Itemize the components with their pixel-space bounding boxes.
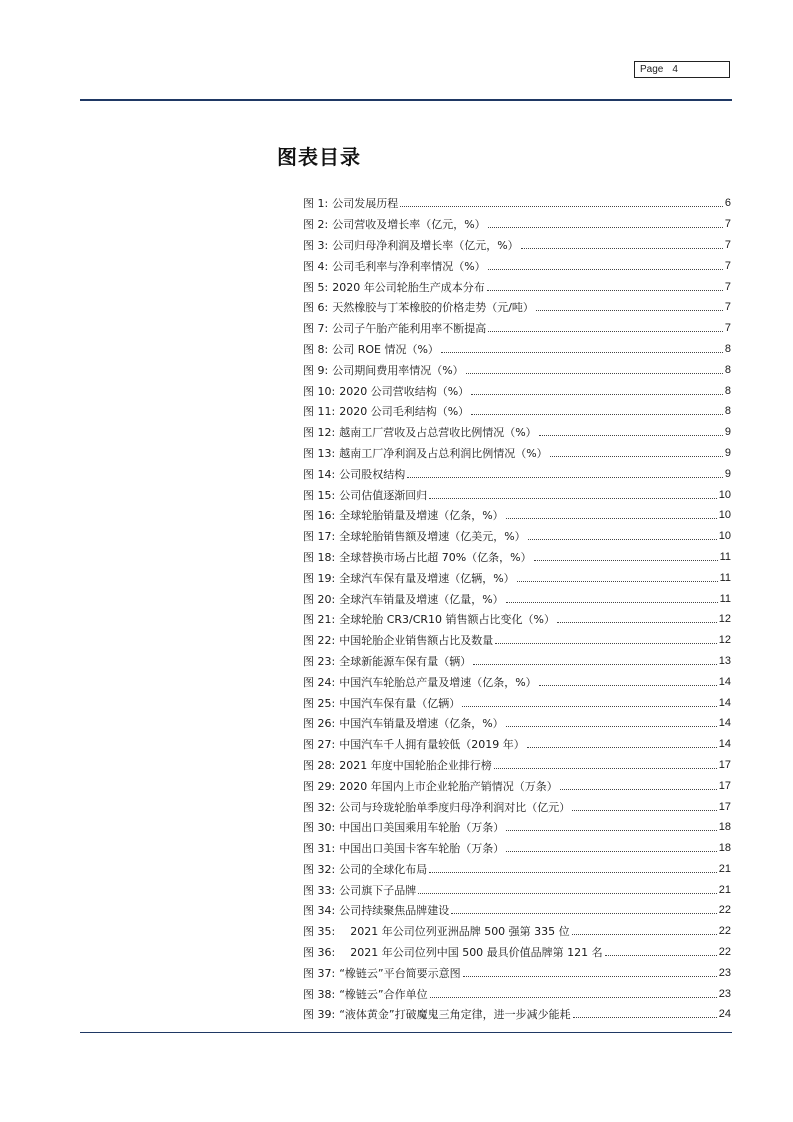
- toc-entry-label: 图 8:: [303, 342, 329, 356]
- toc-entry-page: 22: [718, 904, 731, 917]
- toc-entry[interactable]: [303, 235, 731, 256]
- toc-entry[interactable]: [303, 713, 731, 734]
- toc-leader-dots: [451, 912, 717, 914]
- toc-entry[interactable]: [303, 796, 731, 817]
- toc-entry-page: 12: [718, 634, 731, 647]
- toc-leader-dots: [573, 1016, 717, 1018]
- toc-entry[interactable]: [303, 588, 731, 609]
- toc-entry-page: 9: [724, 426, 731, 439]
- toc-entry-label: 图 19:: [303, 571, 336, 585]
- toc-entry[interactable]: [303, 651, 731, 672]
- toc-leader-dots: [487, 289, 723, 291]
- toc-entry-title: 中国出口美国乘用车轮胎（万条）: [339, 821, 505, 835]
- toc-entry-title: 2020 年国内上市企业轮胎产销情况（万条）: [339, 779, 558, 793]
- toc-leader-dots: [534, 559, 718, 561]
- toc-leader-dots: [572, 933, 717, 935]
- toc-entry[interactable]: [303, 255, 731, 276]
- toc-entry-title: 越南工厂净利润及占总利润比例情况（%）: [339, 446, 548, 460]
- toc-entry-title: 公司发展历程: [332, 197, 399, 211]
- toc-entry-title: “橡链云”合作单位: [339, 987, 428, 1001]
- toc-entry-page: 11: [719, 550, 731, 563]
- toc-entry-page: 17: [718, 800, 731, 813]
- toc-leader-dots: [506, 850, 717, 852]
- toc-entry-label: 图 30:: [303, 821, 336, 835]
- toc-entry-label: 图 3:: [303, 238, 329, 252]
- toc-entry-label: 图 35:: [303, 925, 336, 939]
- toc-entry-title: “液体黄金”打破魔鬼三角定律，进一步减少能耗: [339, 1008, 571, 1022]
- toc-leader-dots: [557, 621, 717, 623]
- toc-entry[interactable]: [303, 359, 731, 380]
- toc-entry-page: 17: [718, 758, 731, 771]
- toc-entry-label: 图 12:: [303, 426, 336, 440]
- toc-entry-page: 10: [718, 530, 731, 543]
- toc-entry-title: 公司期间费用率情况（%）: [332, 363, 464, 377]
- toc-leader-dots: [463, 975, 717, 977]
- toc-leader-dots: [550, 455, 723, 457]
- toc-entry[interactable]: [303, 942, 731, 963]
- toc-entry-title: 中国汽车销量及增速（亿条，%）: [339, 717, 504, 731]
- toc-heading: 图表目录: [277, 145, 361, 169]
- toc-entry-label: 图 18:: [303, 550, 336, 564]
- toc-leader-dots: [471, 393, 723, 395]
- toc-leader-dots: [441, 351, 723, 353]
- toc-entry-label: 图 10:: [303, 384, 336, 398]
- toc-leader-dots: [466, 372, 723, 374]
- toc-entry-label: 图 23:: [303, 654, 336, 668]
- toc-entry-page: 14: [718, 738, 731, 751]
- toc-entry[interactable]: [303, 339, 731, 360]
- toc-entry-title: 公司旗下子品牌: [339, 883, 417, 897]
- toc-leader-dots: [528, 538, 717, 540]
- toc-entry-title: 全球轮胎销量及增速（亿条，%）: [339, 509, 504, 523]
- toc-entry-page: 7: [724, 280, 731, 293]
- toc-entry-label: 图 13:: [303, 446, 336, 460]
- toc-leader-dots: [418, 892, 717, 894]
- toc-entry[interactable]: [303, 193, 731, 214]
- toc-entry-label: 图 27:: [303, 738, 336, 752]
- toc-entry-label: 图 4:: [303, 259, 329, 273]
- toc-entry-title: 2020 公司营收结构（%）: [339, 384, 470, 398]
- toc-entry-page: 6: [724, 197, 731, 210]
- toc-entry-page: 14: [718, 675, 731, 688]
- toc-entry-label: 图 32:: [303, 800, 336, 814]
- toc-entry-page: 22: [718, 946, 731, 959]
- toc-entry[interactable]: [303, 962, 731, 983]
- toc-entry-label: 图 9:: [303, 363, 329, 377]
- toc-leader-dots: [605, 954, 717, 956]
- toc-entry-title: 2020 年公司轮胎生产成本分布: [332, 280, 485, 294]
- toc-leader-dots: [473, 663, 717, 665]
- toc-entry-page: 7: [724, 238, 731, 251]
- toc-entry[interactable]: [303, 630, 731, 651]
- toc-entry[interactable]: [303, 921, 731, 942]
- toc-leader-dots: [400, 205, 723, 207]
- toc-entry-page: 11: [719, 571, 731, 584]
- toc-entry-title: 全球汽车销量及增速（亿量，%）: [339, 592, 504, 606]
- toc-entry[interactable]: [303, 817, 731, 838]
- toc-leader-dots: [494, 767, 717, 769]
- toc-leader-dots: [539, 684, 717, 686]
- toc-entry-label: 图 11:: [303, 405, 336, 419]
- toc-entry[interactable]: [303, 859, 731, 880]
- toc-entry-label: 图 31:: [303, 842, 336, 856]
- toc-entry[interactable]: [303, 463, 731, 484]
- toc-entry[interactable]: [303, 505, 731, 526]
- toc-entry-title: 全球替换市场占比超 70%（亿条，%）: [339, 550, 532, 564]
- toc-leader-dots: [407, 476, 723, 478]
- toc-leader-dots: [488, 330, 723, 332]
- toc-leader-dots: [572, 809, 717, 811]
- toc-entry-title: 2020 公司毛利结构（%）: [339, 405, 470, 419]
- toc-entry-title: 公司的全球化布局: [339, 862, 428, 876]
- toc-entry[interactable]: [303, 775, 731, 796]
- toc-entry-page: 14: [718, 717, 731, 730]
- toc-entry-title: 公司持续聚焦品牌建设: [339, 904, 450, 918]
- toc-entry-page: 17: [718, 779, 731, 792]
- toc-entry-page: 13: [718, 654, 731, 667]
- toc-entry-page: 21: [718, 862, 731, 875]
- toc-entry-title: 中国汽车保有量（亿辆）: [339, 696, 461, 710]
- toc-entry[interactable]: [303, 879, 731, 900]
- toc-entry[interactable]: [303, 671, 731, 692]
- toc-entry-title: 2021 年公司位列中国 500 最具价值品牌第 121 名: [339, 946, 603, 960]
- toc-entry[interactable]: [303, 214, 731, 235]
- toc-entry-page: 22: [718, 925, 731, 938]
- toc-leader-dots: [527, 746, 717, 748]
- toc-entry-label: 图 26:: [303, 717, 336, 731]
- toc-leader-dots: [506, 725, 717, 727]
- toc-entry-page: 7: [724, 301, 731, 314]
- toc-entry-page: 23: [718, 966, 731, 979]
- toc-entry[interactable]: [303, 443, 731, 464]
- toc-entry-page: 8: [724, 405, 731, 418]
- toc-entry-title: 中国汽车轮胎总产量及增速（亿条，%）: [339, 675, 537, 689]
- toc-entry[interactable]: [303, 297, 731, 318]
- toc-entry-label: 图 37:: [303, 966, 336, 980]
- toc-entry-title: 全球汽车保有量及增速（亿辆，%）: [339, 571, 515, 585]
- toc-entry-title: “橡链云”平台简要示意图: [339, 966, 461, 980]
- toc-leader-dots: [488, 268, 723, 270]
- toc-entry-page: 8: [724, 363, 731, 376]
- toc-entry-title: 中国汽车千人拥有量较低（2019 年）: [339, 738, 525, 752]
- footer-rule: [80, 1032, 732, 1033]
- toc-entry-page: 18: [718, 821, 731, 834]
- toc-entry-title: 越南工厂营收及占总营收比例情况（%）: [339, 426, 537, 440]
- toc-entry-title: 公司归母净利润及增长率（亿元，%）: [332, 238, 519, 252]
- toc-entry-label: 图 20:: [303, 592, 336, 606]
- toc-entry[interactable]: [303, 318, 731, 339]
- toc-leader-dots: [521, 247, 723, 249]
- toc-entry-label: 图 2:: [303, 218, 329, 232]
- toc-entry-label: 图 6:: [303, 301, 329, 315]
- toc-entry-page: 9: [724, 446, 731, 459]
- toc-entry[interactable]: [303, 609, 731, 630]
- toc-entry-label: 图 39:: [303, 1008, 336, 1022]
- toc-entry-label: 图 7:: [303, 322, 329, 336]
- toc-entry-label: 图 28:: [303, 758, 336, 772]
- page-number-box: [634, 61, 730, 78]
- toc-leader-dots: [506, 517, 717, 519]
- page-number: 4: [672, 64, 678, 75]
- toc-entry-label: 图 36:: [303, 946, 336, 960]
- toc-entry-title: 中国出口美国卡客车轮胎（万条）: [339, 842, 505, 856]
- toc-entry-page: 7: [724, 322, 731, 335]
- toc-entry[interactable]: [303, 900, 731, 921]
- toc-leader-dots: [429, 497, 717, 499]
- toc-entry-title: 公司 ROE 情况（%）: [332, 342, 439, 356]
- toc-leader-dots: [506, 829, 717, 831]
- toc-entry-label: 图 1:: [303, 197, 329, 211]
- page-label: Page: [640, 64, 664, 75]
- toc-entry[interactable]: [303, 547, 731, 568]
- toc-entry-label: 图 32:: [303, 862, 336, 876]
- toc-entry-label: 图 21:: [303, 613, 336, 627]
- figure-toc-list: [303, 193, 731, 1025]
- toc-entry-title: 2021 年公司位列亚洲品牌 500 强第 335 位: [339, 925, 570, 939]
- toc-entry-label: 图 15:: [303, 488, 336, 502]
- toc-entry-title: 全球轮胎 CR3/CR10 销售额占比变化（%）: [339, 613, 555, 627]
- toc-entry-page: 10: [718, 488, 731, 501]
- toc-entry-title: 中国轮胎企业销售额占比及数量: [339, 634, 494, 648]
- header-rule: [80, 99, 732, 101]
- toc-entry-label: 图 24:: [303, 675, 336, 689]
- toc-entry-label: 图 17:: [303, 530, 336, 544]
- toc-entry-label: 图 33:: [303, 883, 336, 897]
- toc-entry[interactable]: [303, 526, 731, 547]
- toc-entry-page: 7: [724, 259, 731, 272]
- toc-leader-dots: [462, 705, 717, 707]
- toc-entry-page: 21: [718, 883, 731, 896]
- toc-entry[interactable]: [303, 422, 731, 443]
- toc-entry[interactable]: [303, 692, 731, 713]
- toc-entry[interactable]: [303, 484, 731, 505]
- toc-entry-page: 14: [718, 696, 731, 709]
- toc-entry-title: 公司估值逐渐回归: [339, 488, 428, 502]
- toc-entry-page: 10: [718, 509, 731, 522]
- toc-entry-page: 12: [718, 613, 731, 626]
- toc-leader-dots: [536, 309, 723, 311]
- toc-entry-title: 公司营收及增长率（亿元，%）: [332, 218, 486, 232]
- toc-entry-title: 全球轮胎销售额及增速（亿美元，%）: [339, 530, 526, 544]
- toc-entry-page: 8: [724, 384, 731, 397]
- toc-entry-label: 图 38:: [303, 987, 336, 1001]
- toc-entry-title: 公司子午胎产能利用率不断提高: [332, 322, 487, 336]
- toc-leader-dots: [506, 601, 718, 603]
- toc-leader-dots: [539, 434, 723, 436]
- toc-entry-label: 图 5:: [303, 280, 329, 294]
- toc-leader-dots: [488, 226, 723, 228]
- toc-entry-label: 图 34:: [303, 904, 336, 918]
- toc-entry[interactable]: [303, 983, 731, 1004]
- toc-entry-page: 9: [724, 467, 731, 480]
- toc-entry-page: 24: [718, 1008, 731, 1021]
- toc-leader-dots: [471, 413, 723, 415]
- toc-entry-label: 图 14:: [303, 467, 336, 481]
- toc-entry-page: 23: [718, 987, 731, 1000]
- toc-entry-page: 18: [718, 842, 731, 855]
- toc-entry-title: 公司与玲珑轮胎单季度归母净利润对比（亿元）: [339, 800, 571, 814]
- toc-leader-dots: [560, 788, 717, 790]
- toc-entry-page: 8: [724, 342, 731, 355]
- toc-entry-page: 11: [719, 592, 731, 605]
- toc-entry[interactable]: [303, 401, 731, 422]
- toc-entry-title: 公司股权结构: [339, 467, 406, 481]
- toc-entry[interactable]: [303, 1004, 731, 1025]
- toc-entry-label: 图 16:: [303, 509, 336, 523]
- toc-leader-dots: [429, 871, 717, 873]
- toc-entry[interactable]: [303, 567, 731, 588]
- toc-entry-title: 全球新能源车保有量（辆）: [339, 654, 472, 668]
- toc-entry-title: 天然橡胶与丁苯橡胶的价格走势（元/吨）: [332, 301, 534, 315]
- toc-entry-page: 7: [724, 218, 731, 231]
- toc-entry-label: 图 25:: [303, 696, 336, 710]
- toc-leader-dots: [495, 642, 717, 644]
- toc-entry-title: 公司毛利率与净利率情况（%）: [332, 259, 486, 273]
- toc-entry[interactable]: [303, 734, 731, 755]
- toc-leader-dots: [517, 580, 718, 582]
- toc-entry[interactable]: [303, 838, 731, 859]
- toc-entry[interactable]: [303, 380, 731, 401]
- toc-leader-dots: [430, 996, 717, 998]
- toc-entry[interactable]: [303, 276, 731, 297]
- toc-entry-label: 图 22:: [303, 634, 336, 648]
- toc-entry[interactable]: [303, 755, 731, 776]
- toc-entry-title: 2021 年度中国轮胎企业排行榜: [339, 758, 492, 772]
- toc-entry-label: 图 29:: [303, 779, 336, 793]
